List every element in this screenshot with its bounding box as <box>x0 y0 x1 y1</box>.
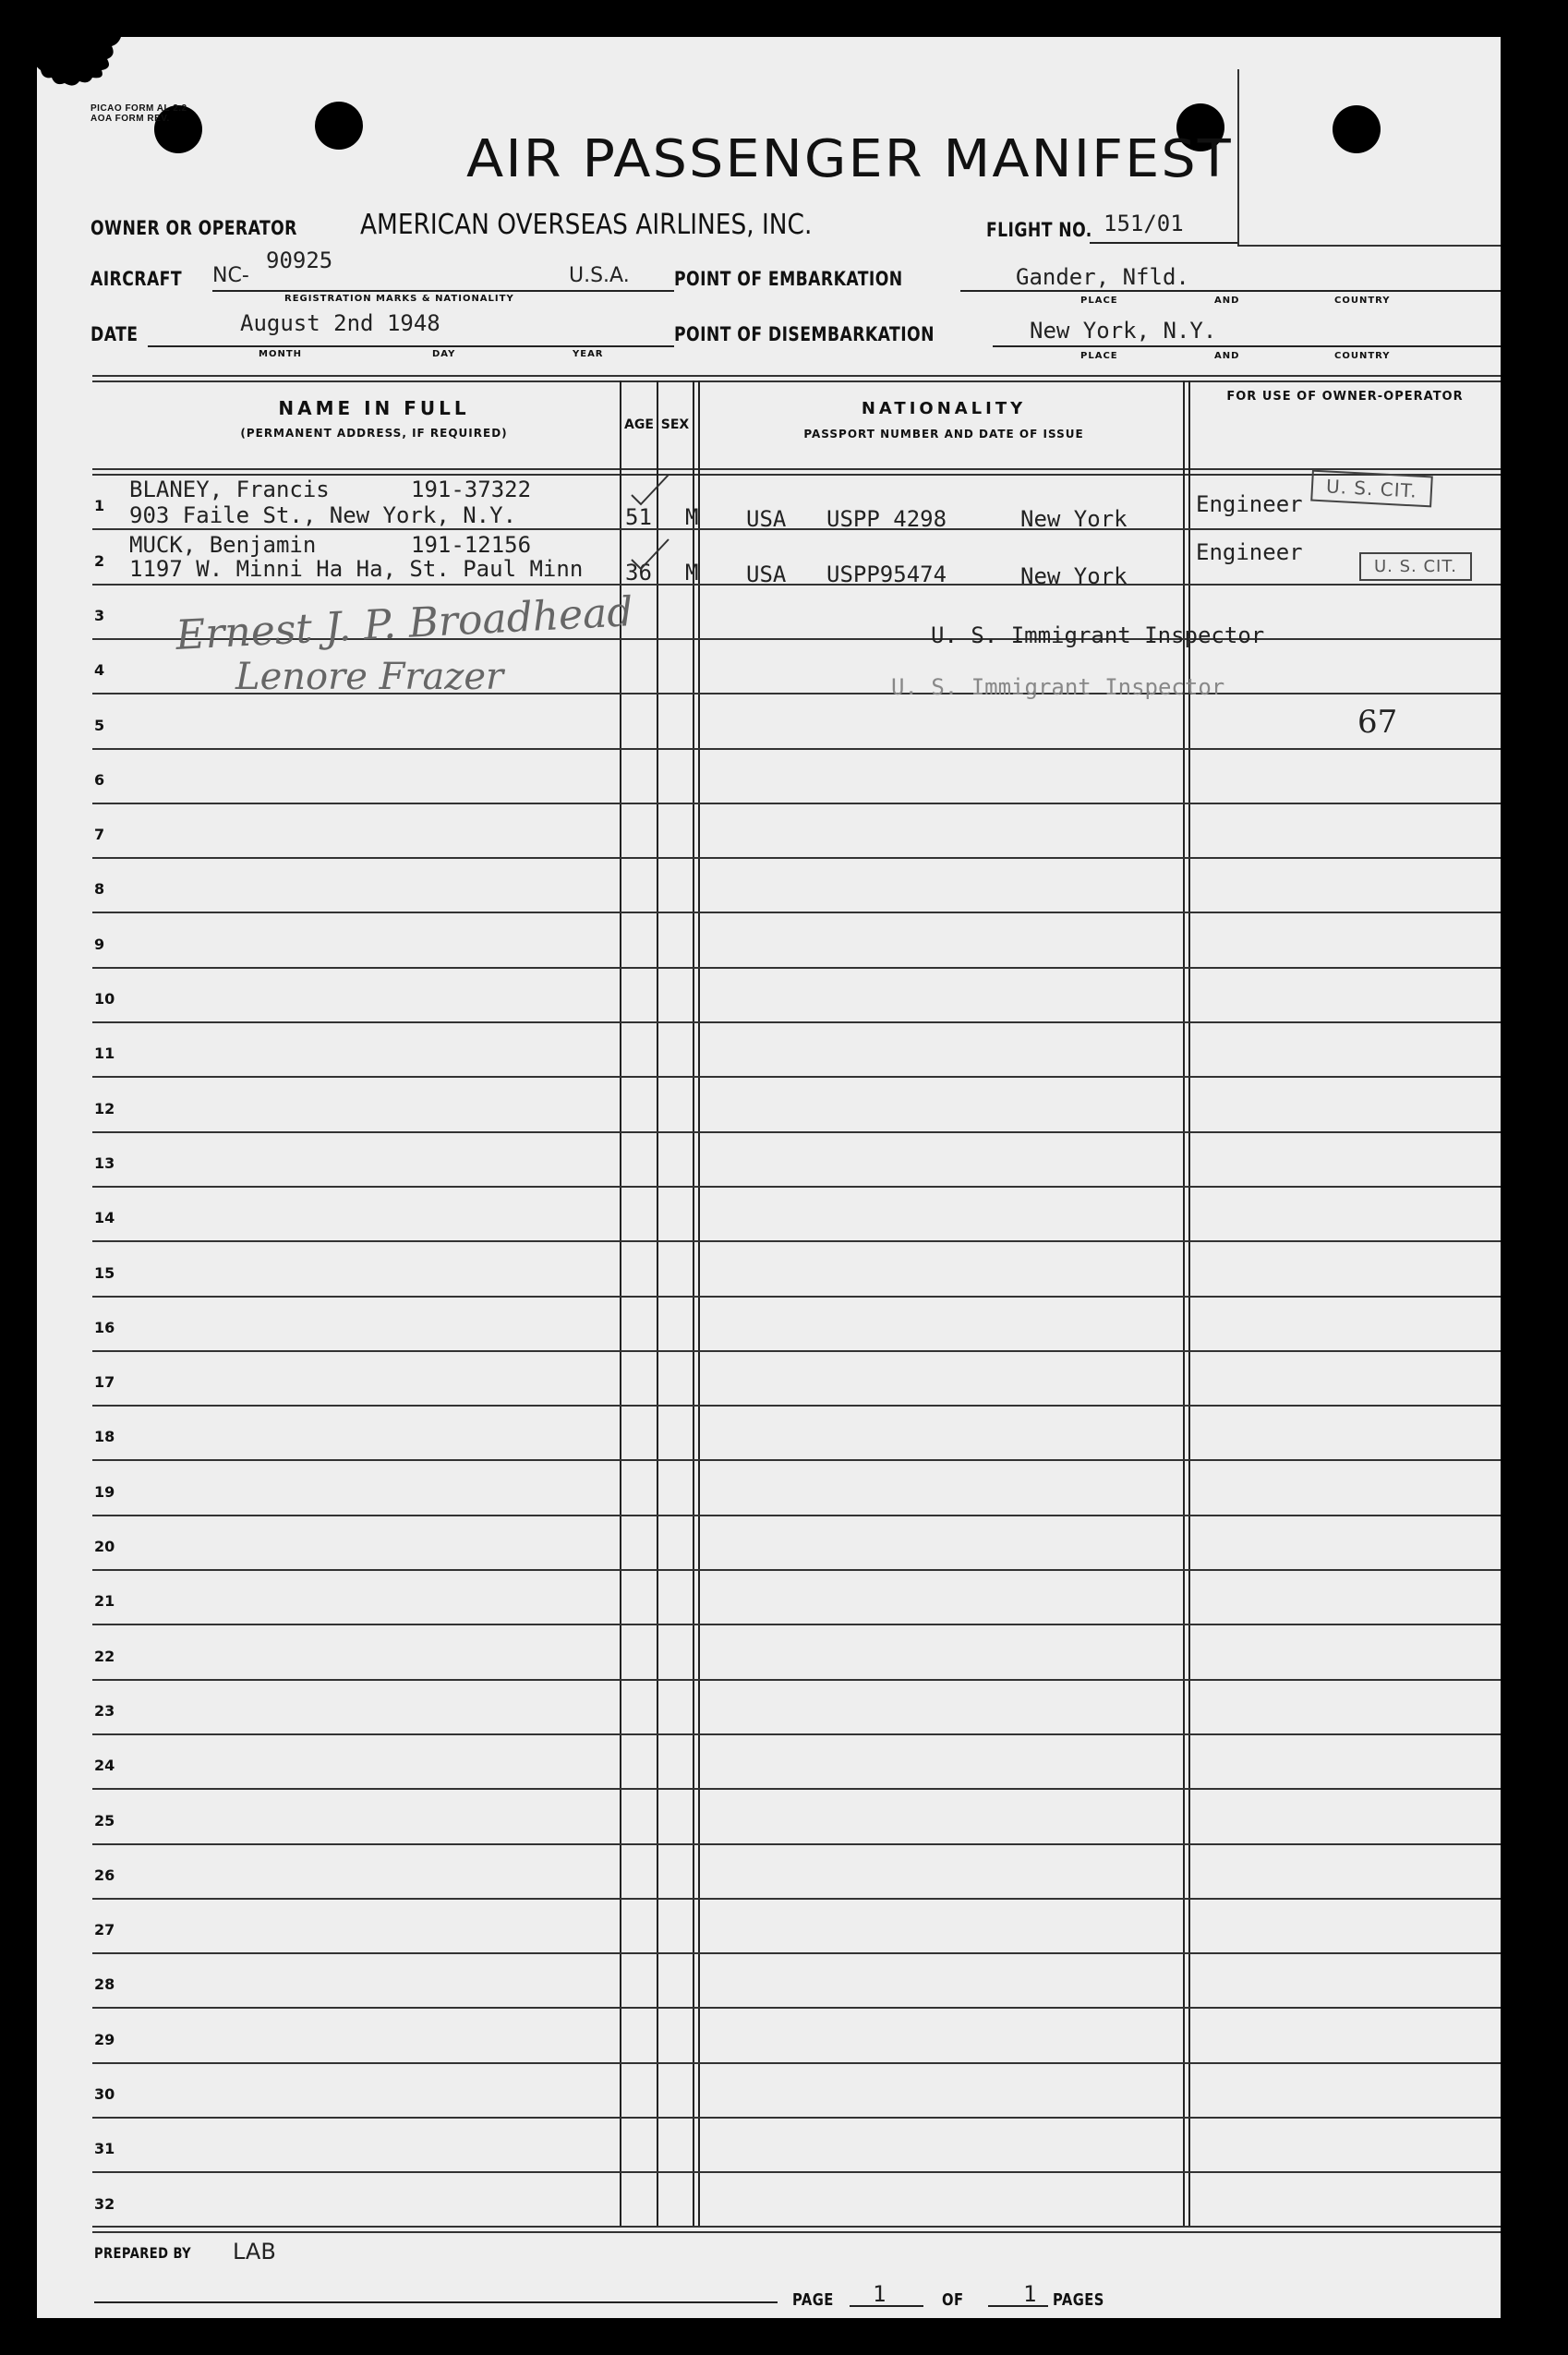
passenger-1-id: 191-37322 <box>411 477 532 502</box>
row-number: 2 <box>94 552 105 570</box>
stamp-box <box>1237 69 1501 247</box>
passenger-2-age: 36 <box>625 560 652 586</box>
passenger-2-name: MUCK, Benjamin <box>129 532 317 558</box>
table-top-rule <box>92 375 1501 377</box>
pages-label: PAGES <box>1053 2290 1104 2310</box>
row-number: 1 <box>94 497 105 514</box>
col-line-nationality <box>1183 380 1185 2226</box>
passenger-1-issue-place: New York <box>1020 506 1128 532</box>
header-age: AGE <box>624 417 654 432</box>
row-number: 24 <box>94 1757 115 1774</box>
passenger-2-passport: USPP95474 <box>826 562 947 587</box>
embark-value: Gander, Nfld. <box>1016 264 1189 290</box>
row-number: 4 <box>94 661 105 679</box>
embark-and-caption: AND <box>1214 296 1240 306</box>
header-name: NAME IN FULL (PERMANENT ADDRESS, IF REQUIRED) <box>240 397 508 440</box>
row-number: 9 <box>94 936 105 953</box>
date-underline <box>148 345 674 347</box>
owner-value: AMERICAN OVERSEAS AIRLINES, INC. <box>360 209 813 241</box>
disembark-place-caption: PLACE <box>1080 351 1118 361</box>
row-rule <box>92 2007 1501 2009</box>
row-number: 32 <box>94 2195 115 2213</box>
passenger-1-address: 903 Faile St., New York, N.Y. <box>129 502 517 528</box>
row-rule <box>92 1515 1501 1516</box>
row-number: 28 <box>94 1975 115 1993</box>
row-number: 21 <box>94 1592 115 1610</box>
row-rule <box>92 857 1501 859</box>
form-number: PICAO FORM AL 2.2 AOA FORM REV. <box>90 103 187 124</box>
col-line-name <box>620 380 621 2226</box>
manifest-sheet <box>37 37 1501 2318</box>
col-line-sex-2 <box>698 380 700 2226</box>
flight-value: 151/01 <box>1104 211 1184 236</box>
row-number: 11 <box>94 1045 115 1062</box>
row-number: 16 <box>94 1319 115 1336</box>
row-number: 7 <box>94 826 105 843</box>
row-rule <box>92 1131 1501 1133</box>
disembark-underline <box>993 345 1501 347</box>
row-number: 12 <box>94 1100 115 1117</box>
embark-label: POINT OF EMBARKATION <box>674 268 903 290</box>
row-rule <box>92 1898 1501 1900</box>
inspector-title-1: U. S. Immigrant Inspector <box>931 622 1265 648</box>
row-rule <box>92 1186 1501 1188</box>
header-owner-use: FOR USE OF OWNER-OPERATOR <box>1226 390 1464 404</box>
pages-underline <box>988 2305 1048 2307</box>
row-rule <box>92 1843 1501 1845</box>
row-rule <box>92 912 1501 913</box>
passenger-1-age: 51 <box>625 504 652 530</box>
col-line-nationality-2 <box>1188 380 1190 2226</box>
passenger-1-stamp: U. S. CIT. <box>1310 470 1432 508</box>
aircraft-prefix: NC- <box>212 264 249 287</box>
table-bottom-rule-2 <box>92 2231 1501 2233</box>
flight-label: FLIGHT NO. <box>986 219 1092 241</box>
row-number: 10 <box>94 990 115 1008</box>
row-rule <box>92 803 1501 804</box>
row-rule <box>92 748 1501 750</box>
row-rule <box>92 1240 1501 1242</box>
passenger-1-passport: USPP 4298 <box>826 506 947 532</box>
embark-underline <box>960 290 1501 292</box>
row-number: 20 <box>94 1538 115 1555</box>
page-label: PAGE <box>792 2290 834 2310</box>
aircraft-value: 90925 <box>266 248 333 273</box>
row-number: 18 <box>94 1428 115 1445</box>
signature-line <box>94 2301 778 2303</box>
owner-label: OWNER OR OPERATOR <box>90 217 297 239</box>
row-number: 5 <box>94 717 105 734</box>
punch-hole-mid <box>315 102 363 150</box>
row-rule <box>92 1021 1501 1023</box>
aircraft-label: AIRCRAFT <box>90 268 183 290</box>
row-number: 13 <box>94 1154 115 1172</box>
date-value: August 2nd 1948 <box>240 310 440 336</box>
passenger-2-stamp: U. S. CIT. <box>1359 552 1472 581</box>
row-rule <box>92 1733 1501 1735</box>
row-number: 29 <box>94 2031 115 2048</box>
row-number: 6 <box>94 771 105 789</box>
pages-value: 1 <box>1023 2281 1037 2307</box>
checkmark-icon <box>628 536 674 573</box>
inspector-signature-1: Ernest J. P. Broadhead <box>175 588 634 659</box>
flight-underline <box>1090 242 1237 244</box>
passenger-2-issue-place: New York <box>1020 563 1128 589</box>
checkmark-icon <box>628 471 674 508</box>
row-number: 17 <box>94 1373 115 1391</box>
aircraft-underline <box>212 290 674 292</box>
row-rule <box>92 967 1501 969</box>
row-rule <box>92 1076 1501 1078</box>
passenger-2-nationality: USA <box>746 562 787 587</box>
row-rule <box>92 1952 1501 1954</box>
header-sex: SEX <box>660 417 690 432</box>
header-nationality: NATIONALITY PASSPORT NUMBER AND DATE OF ISSUE <box>803 399 1084 441</box>
embark-place-caption: PLACE <box>1080 296 1118 306</box>
row-number: 30 <box>94 2085 115 2103</box>
row-number: 25 <box>94 1812 115 1830</box>
row-rule <box>92 1624 1501 1625</box>
passenger-2-address: 1197 W. Minni Ha Ha, St. Paul Minn <box>129 556 584 582</box>
disembark-and-caption: AND <box>1214 351 1240 361</box>
row-rule <box>92 1405 1501 1407</box>
prepared-value: LAB <box>233 2239 276 2264</box>
row-rule <box>92 1569 1501 1571</box>
row-rule <box>92 1788 1501 1790</box>
table-top-rule-2 <box>92 380 1501 382</box>
year-caption: YEAR <box>573 349 604 359</box>
month-caption: MONTH <box>259 349 303 359</box>
row-number: 23 <box>94 1702 115 1720</box>
col-line-sex <box>693 380 694 2226</box>
disembark-label: POINT OF DISEMBARKATION <box>674 323 935 345</box>
of-label: OF <box>942 2290 964 2310</box>
embark-country-caption: COUNTRY <box>1334 296 1391 306</box>
row-number: 15 <box>94 1264 115 1282</box>
passenger-2-owner-note: Engineer <box>1196 539 1303 565</box>
row-rule <box>92 584 1501 586</box>
date-label: DATE <box>90 323 139 345</box>
page-underline <box>850 2305 923 2307</box>
row-rule <box>92 1350 1501 1352</box>
passenger-1-sex: M <box>685 504 699 530</box>
passenger-1-nationality: USA <box>746 506 787 532</box>
row-rule <box>92 1459 1501 1461</box>
disembark-country-caption: COUNTRY <box>1334 351 1391 361</box>
inspector-signature-2: Lenore Frazer <box>235 656 504 698</box>
disembark-value: New York, N.Y. <box>1030 318 1217 344</box>
row-rule <box>92 1679 1501 1681</box>
prepared-label: PREPARED BY <box>94 2244 192 2262</box>
row-rule <box>92 1296 1501 1298</box>
row-number: 14 <box>94 1209 115 1226</box>
col-line-age <box>657 380 658 2226</box>
page-title: AIR PASSENGER MANIFEST <box>466 129 1233 189</box>
passenger-2-id: 191-12156 <box>411 532 532 558</box>
row-rule <box>92 2117 1501 2119</box>
page-value: 1 <box>873 2281 887 2307</box>
inspector-number: 67 <box>1357 704 1398 741</box>
passenger-2-sex: M <box>685 560 699 586</box>
row-rule <box>92 528 1501 530</box>
passenger-1-name: BLANEY, Francis <box>129 477 330 502</box>
nationality-value: U.S.A. <box>569 264 630 287</box>
row-number: 19 <box>94 1483 115 1501</box>
registration-caption: REGISTRATION MARKS & NATIONALITY <box>284 294 514 304</box>
row-number: 3 <box>94 607 105 624</box>
table-bottom-rule <box>92 2226 1501 2228</box>
day-caption: DAY <box>432 349 456 359</box>
row-rule <box>92 2062 1501 2064</box>
row-number: 31 <box>94 2140 115 2157</box>
row-rule <box>92 2171 1501 2173</box>
passenger-1-owner-note: Engineer <box>1196 491 1303 517</box>
row-number: 26 <box>94 1866 115 1884</box>
inspector-title-2: U. S. Immigrant Inspector <box>891 674 1225 700</box>
row-number: 22 <box>94 1648 115 1665</box>
table-header-rule-2 <box>92 474 1501 476</box>
table-header-rule <box>92 468 1501 470</box>
row-number: 27 <box>94 1921 115 1938</box>
row-number: 8 <box>94 880 105 898</box>
